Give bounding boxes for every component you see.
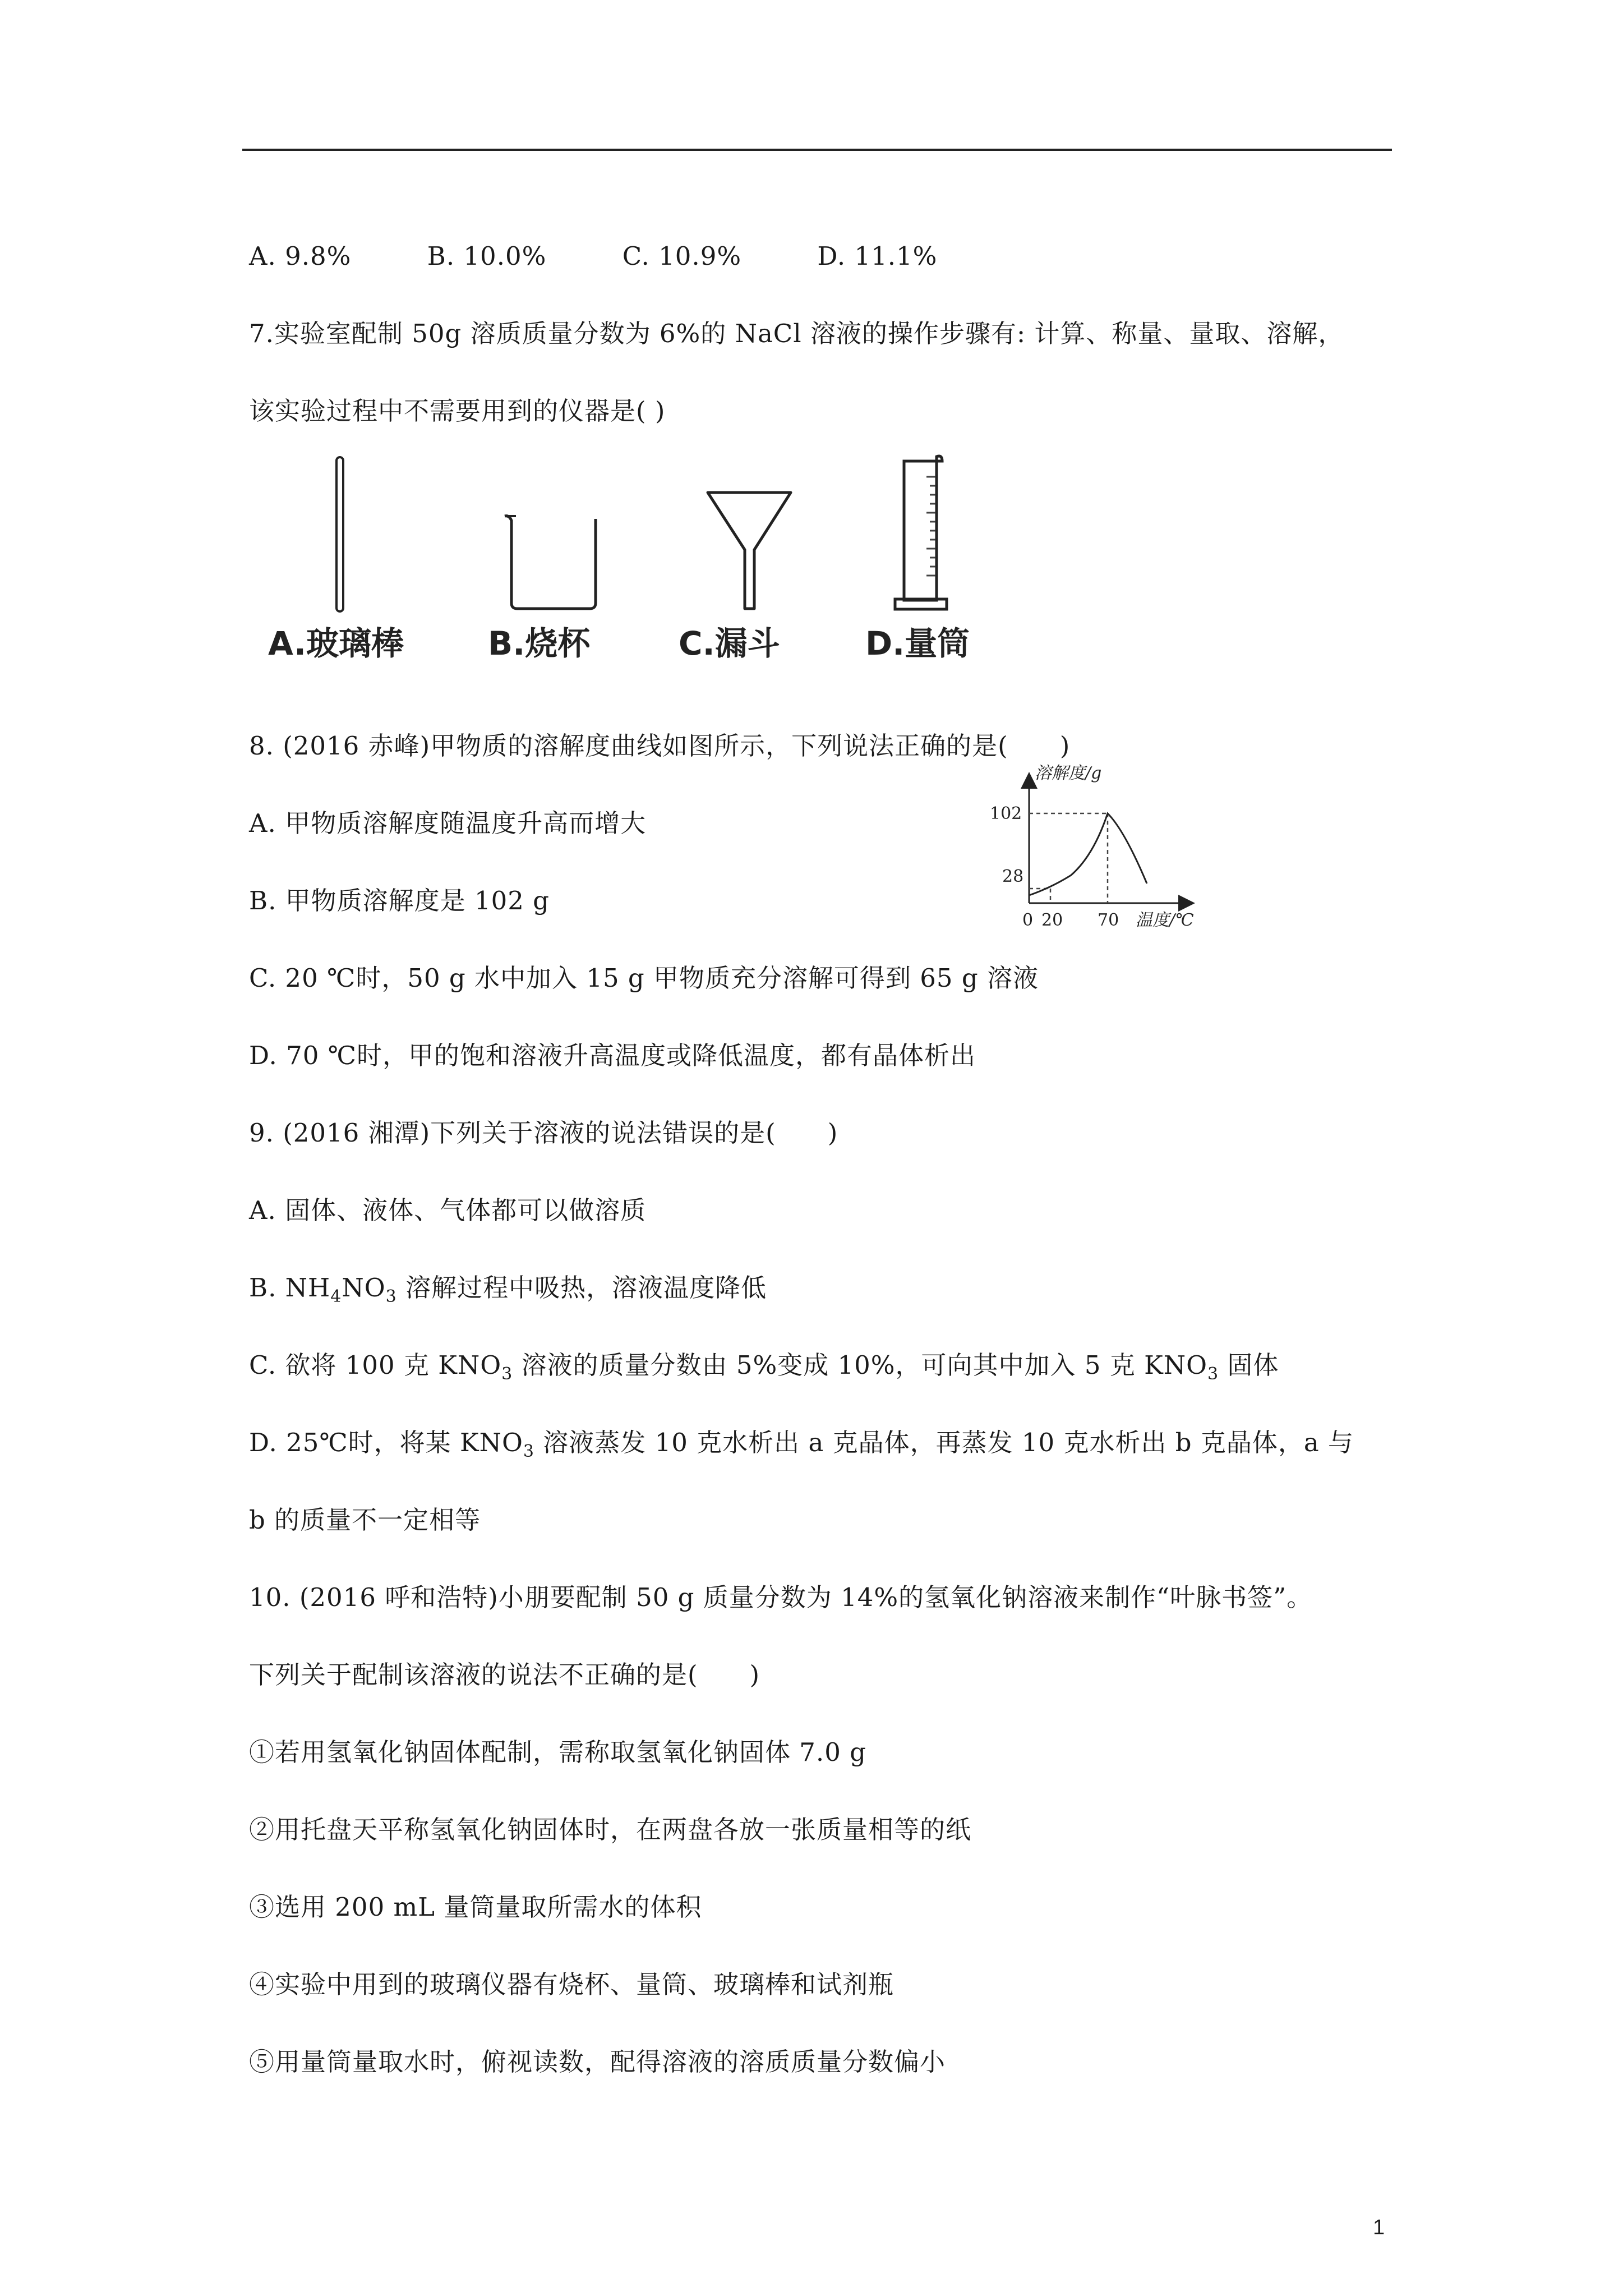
label-glass-rod: A.玻璃棒 (268, 624, 404, 662)
y-axis-label: 溶解度/g (1035, 763, 1102, 783)
text-part: NO (342, 1273, 386, 1303)
q7-apparatus-figure (241, 449, 1026, 668)
x-tick-20: 20 (1041, 910, 1063, 930)
q10-stem-line1: 10. (2016 呼和浩特)小朋要配制 50 g 质量分数为 14%的氢氧化钠溶液来制作“叶脉书签”。 (249, 1582, 1313, 1612)
subscript: 3 (501, 1364, 513, 1384)
text-part: 溶液蒸发 10 克水析出 a 克晶体，再蒸发 10 克水析出 b 克晶体，a 与 (534, 1428, 1354, 1457)
q8-option-d: D. 70 ℃时，甲的饱和溶液升高温度或降低温度，都有晶体析出 (249, 1041, 976, 1070)
q7-stem-line2: 该实验过程中不需要用到的仪器是( ) (249, 396, 666, 426)
text-part: D. 25℃时，将某 KNO (249, 1428, 523, 1457)
q10-item-4: ④实验中用到的玻璃仪器有烧杯、量筒、玻璃棒和试剂瓶 (249, 1970, 895, 1999)
q10-item-1: ①若用氢氧化钠固体配制，需称取氢氧化钠固体 7.0 g (249, 1737, 866, 1767)
q10-item-5: ⑤用量筒量取水时，俯视读数，配得溶液的溶质质量分数偏小 (249, 2047, 946, 2077)
funnel-icon (708, 493, 791, 609)
text-part: 溶液的质量分数由 5%变成 10%，可向其中加入 5 克 KNO (513, 1350, 1207, 1380)
label-beaker: B.烧杯 (488, 624, 591, 662)
solubility-curve-graph (973, 763, 1242, 931)
subscript: 4 (330, 1287, 342, 1306)
q8-option-c: C. 20 ℃时，50 g 水中加入 15 g 甲物质充分溶解可得到 65 g 溶液 (249, 963, 1039, 993)
text-part: C. 欲将 100 克 KNO (249, 1350, 502, 1380)
x-axis-label: 温度/℃ (1136, 910, 1194, 930)
q9-option-d-line2: b 的质量不一定相等 (249, 1505, 481, 1535)
q9-option-b (249, 1271, 767, 1305)
subscript: 3 (1207, 1364, 1219, 1384)
x-tick-70: 70 (1098, 910, 1119, 930)
apparatus-drawings (241, 449, 1026, 617)
q10-item-3: ③选用 200 mL 量筒量取所需水的体积 (249, 1892, 702, 1922)
page-number: 1 (1373, 2216, 1385, 2239)
q7-stem-line1: 7.实验室配制 50g 溶质质量分数为 6%的 NaCl 溶液的操作步骤有: 计算、称量、量取、溶解， (249, 319, 1344, 348)
x-tick-0: 0 (1022, 910, 1034, 930)
text-part: 溶解过程中吸热，溶液温度降低 (396, 1273, 767, 1303)
glass-rod-icon (336, 457, 343, 611)
y-tick-102: 102 (990, 804, 1022, 823)
q6-choice-b: B. 10.0% (427, 241, 547, 271)
subscript: 3 (523, 1442, 534, 1461)
q10-stem-line2: 下列关于配制该溶液的说法不正确的是( ) (249, 1660, 760, 1690)
solubility-curve (1029, 813, 1147, 895)
label-funnel: C.漏斗 (679, 624, 780, 662)
text-part: B. NH (249, 1273, 331, 1303)
q8-option-b: B. 甲物质溶解度是 102 g (249, 886, 550, 915)
q6-choice-a: A. 9.8% (249, 241, 352, 271)
q9-option-a: A. 固体、液体、气体都可以做溶质 (249, 1195, 647, 1225)
beaker-icon (505, 516, 596, 609)
q9-option-c (249, 1349, 1279, 1382)
label-graduated-cylinder: D.量筒 (865, 624, 970, 662)
header-rule (242, 149, 1392, 151)
text-part: 固体 (1219, 1350, 1279, 1380)
graduated-cylinder-icon (895, 456, 947, 609)
q8-option-a: A. 甲物质溶解度随温度升高而增大 (249, 808, 647, 838)
q8-stem: 8. (2016 赤峰)甲物质的溶解度曲线如图所示，下列说法正确的是( ) (249, 731, 1071, 761)
y-tick-28: 28 (1002, 867, 1024, 886)
q6-choice-c: C. 10.9% (622, 241, 742, 271)
q6-choice-d: D. 11.1% (817, 241, 938, 271)
q9-option-d (249, 1426, 1354, 1460)
q9-stem: 9. (2016 湘潭)下列关于溶液的说法错误的是( ) (249, 1118, 838, 1148)
q10-item-2: ②用托盘天平称氢氧化钠固体时，在两盘各放一张质量相等的纸 (249, 1815, 972, 1844)
q6-choices (249, 240, 1004, 273)
subscript: 3 (385, 1287, 397, 1306)
